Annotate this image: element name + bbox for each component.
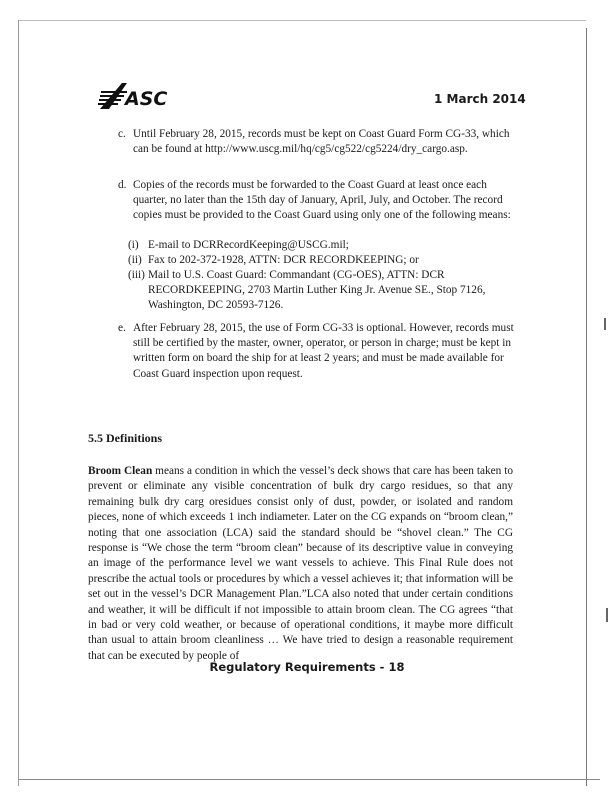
- section-heading: 5.5 Definitions: [88, 431, 163, 445]
- list-marker: c.: [118, 128, 126, 140]
- definition-body: means a condition in which the vessel’s deck shows that care has been taken to prevent or eliminate any visible concentration of bulk dry cargo residues, so that any remaining bulk dry carg oresidues consist only of dust, powder, or isolated and random pieces, none of which exceeds 1 inch indiameter. Later on the CG expands on “broom clean,” noting that one association (LCA) said the standard should be “shovel clean.” The CG response is “We chose the term “broom clean” because of its descriptive value in conveying an image of the performance level we want vessels to achieve. This Final Rule does not prescribe the actual tools or procedures by which a vessel achieves it; that information will be set out in the vessel’s DCR Management Plan.”LCA also noted that under certain conditions and weather, it will be difficult if not impossible to attain broom clean. The CG agrees “that in bad or very cold weather, or because of operational conditions, it maybe more difficult than usual to attain broom cleanliness … We have tried to design a reasonable requirement that can be executed by people of: [88, 465, 514, 662]
- means-marker: (i): [128, 239, 139, 251]
- header-date: 1 March 2014: [434, 92, 526, 106]
- list-item-d: [118, 178, 523, 224]
- list-marker: e.: [118, 322, 126, 334]
- scan-edge-bottom: [18, 779, 600, 780]
- scan-edge-top: [18, 20, 586, 21]
- asc-logo-text: ASC: [125, 88, 168, 110]
- definition-term: Broom Clean: [88, 465, 153, 477]
- list-item-text: Until February 28, 2015, records must be kept on Coast Guard Form CG-33, which can be found at http://www.uscg.mil/hq/cg5/cg522/cg5224/dry_cargo.asp.: [133, 128, 510, 156]
- list-item-text: Copies of the records must be forwarded to the Coast Guard at least once each quarter, no later than the 15th day of January, April, July, and October. The record copies must be provided to the Coast Guard using only one of the following means:: [133, 179, 511, 222]
- page-footer: Regulatory Requirements - 18: [209, 660, 405, 674]
- asc-logo: [98, 81, 168, 111]
- list-item-c: [118, 127, 525, 157]
- means-item-fax: [128, 253, 508, 268]
- list-marker: d.: [118, 179, 127, 191]
- means-marker: (iii): [128, 269, 145, 281]
- means-item-email: [128, 238, 508, 253]
- scan-speck: [606, 608, 608, 622]
- definition-paragraph: [88, 464, 513, 664]
- means-text: Fax to 202-372-1928, ATTN: DCR RECORDKEEPING; or: [148, 254, 419, 266]
- means-text: Mail to U.S. Coast Guard: Commandant (CG-OES), ATTN: DCR RECORDKEEPING, 2703 Martin Luther King Jr. Avenue SE., Stop 7126, Washington, DC 20593-7126.: [148, 269, 486, 312]
- scan-speck: [604, 318, 606, 330]
- means-item-mail: [128, 268, 510, 314]
- asc-logo-mark: [98, 83, 127, 109]
- list-item-e: [118, 321, 515, 382]
- list-item-text: After February 28, 2015, the use of Form CG-33 is optional. However, records must still be certified by the master, owner, operator, or person in charge; must be kept in written form on board the ship for at least 2 years; and must be made available for Coast Guard inspection upon request.: [133, 322, 514, 380]
- means-text: E-mail to DCRRecordKeeping@USCG.mil;: [148, 239, 349, 251]
- means-marker: (ii): [128, 254, 142, 266]
